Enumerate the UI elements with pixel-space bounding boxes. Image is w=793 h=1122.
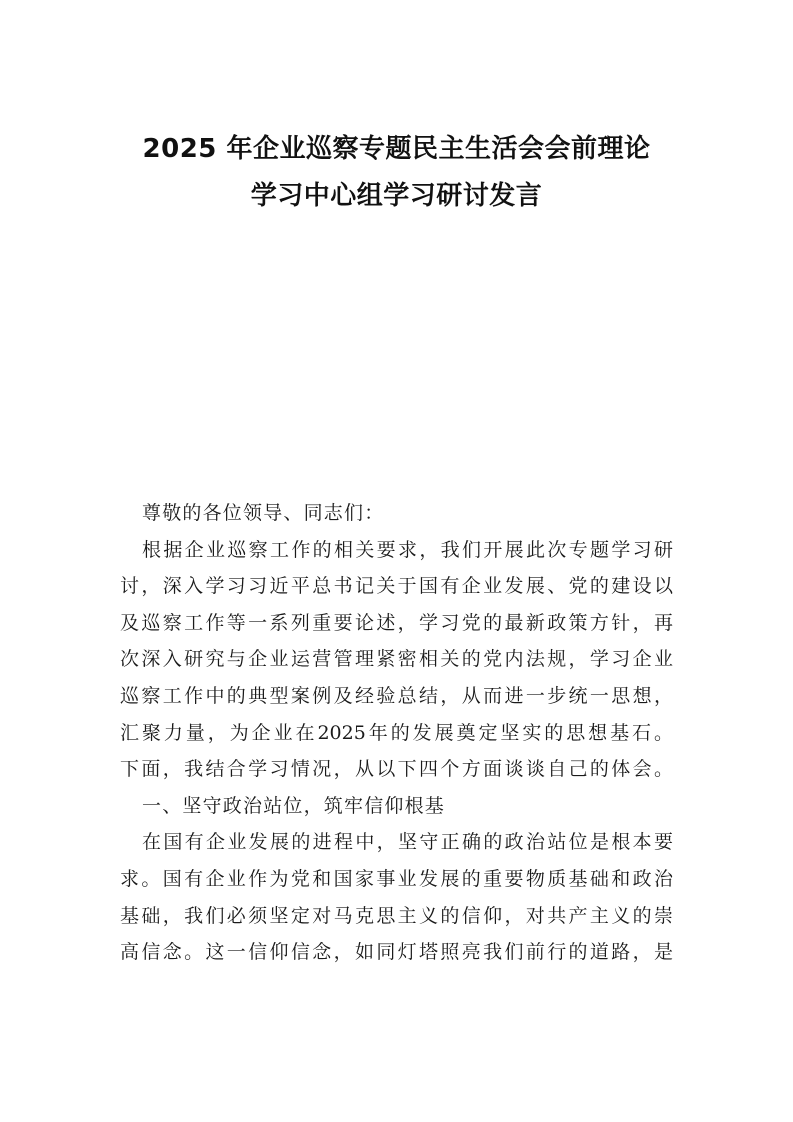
body-line: 汇聚力量，为企业在2025年的发展奠定坚实的思想基石。: [120, 721, 673, 744]
body-line: 根据企业巡察工作的相关要求，我们开展此次专题学习研: [142, 538, 673, 561]
body-line: 求。国有企业作为党和国家事业发展的重要物质基础和政治: [120, 867, 673, 890]
body-line: 讨，深入学习习近平总书记关于国有企业发展、党的建设以: [120, 575, 673, 598]
document-body: [120, 495, 673, 971]
body-line: 高信念。这一信仰信念，如同灯塔照亮我们前行的道路，是: [120, 941, 673, 964]
body-line: 下面，我结合学习情况，从以下四个方面谈谈自己的体会。: [120, 758, 673, 781]
body-line: 及巡察工作等一系列重要论述，学习党的最新政策方针，再: [120, 611, 673, 634]
section-heading: 一、坚守政治站位，筑牢信仰根基: [142, 794, 446, 817]
body-line: 巡察工作中的典型案例及经验总结，从而进一步统一思想，: [120, 684, 673, 707]
document-title-line-2: 学习中心组学习研讨发言: [250, 181, 543, 211]
document-title-line-1: 2025 年企业巡察专题民主生活会会前理论: [142, 134, 651, 164]
body-line: 次深入研究与企业运营管理紧密相关的党内法规，学习企业: [120, 648, 673, 671]
salutation-line: 尊敬的各位领导、同志们：: [142, 502, 385, 524]
body-line: 基础，我们必须坚定对马克思主义的信仰，对共产主义的崇: [120, 904, 673, 927]
body-line: 在国有企业发展的进程中，坚守正确的政治站位是根本要: [142, 831, 673, 854]
